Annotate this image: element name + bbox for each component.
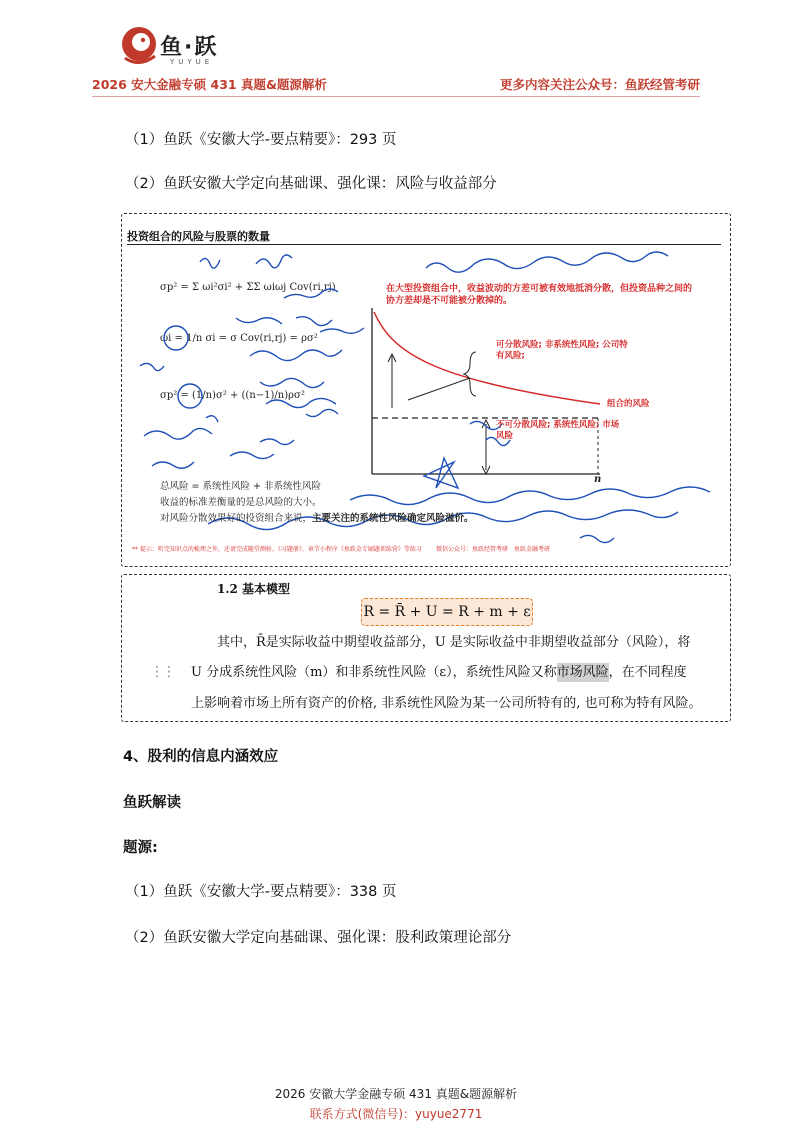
slide-title: 投资组合的风险与股票的数量 xyxy=(127,230,270,243)
header-title-left: 2026 安大金融专硕 431 真题&题源解析 xyxy=(92,77,327,92)
section-4-title: 4、股利的信息内涵效应 xyxy=(123,749,279,765)
source-item-2: （2）鱼跃安徽大学定向基础课、强化课：风险与收益部分 xyxy=(125,176,497,192)
label-diversifiable-risk: 可分散风险; 非系统性风险; 公司特有风险; xyxy=(496,340,628,362)
model-line-1: 其中，R̄是实际收益中期望收益部分，U 是实际收益中非期望收益部分（风险），将 xyxy=(217,635,691,650)
footer-title: 2026 安徽大学金融专硕 431 真题&题源解析 xyxy=(274,1087,518,1101)
slide-footnote-left: ** 提示：听完知识点的梳理之外，还请完成随堂测验、《习题册》、章节小程序《鱼跃金专刷题训练营》等练习 xyxy=(132,546,422,553)
formula-simplified-variance: σp² = (1/n)σ² + ((n−1)/n)ρσ² xyxy=(160,390,305,401)
footer-contact: 联系方式(微信号)：yuyue2771 xyxy=(309,1107,483,1121)
slide-summary-3-bold: 主要关注的系统性风险确定风险溢价。 xyxy=(312,513,474,524)
section-4-source-2: （2）鱼跃安徽大学定向基础课、强化课：股利政策理论部分 xyxy=(125,930,512,946)
slide-footnote-right: 微信公众号：鱼跃经管考研 鱼跃金融考研 xyxy=(436,546,551,553)
brace-diversifiable xyxy=(464,352,476,396)
logo-text: 鱼·跃 xyxy=(160,35,219,60)
header-title-right: 更多内容关注公众号：鱼跃经管考研 xyxy=(499,77,700,92)
chart-axis-label-n: n xyxy=(594,474,602,485)
label-nondiversifiable-risk: 不可分散风险; 系统性风险; 市场风险 xyxy=(496,420,620,442)
slide-summary-3: 对风险分散效果好的投资组合来说，主要关注的系统性风险确定风险溢价。 xyxy=(160,513,474,524)
label-portfolio-risk: 组合的风险 xyxy=(607,399,650,409)
model-section-title: 1.2 基本模型 xyxy=(217,582,291,596)
model-equation: R = R̄ + U = R + m + ε xyxy=(361,598,533,626)
highlight-market-risk: 市场风险 xyxy=(556,665,609,680)
section-4-subtitle: 鱼跃解读 xyxy=(123,795,181,811)
formula-portfolio-variance: σp² = Σ ωi²σi² + ΣΣ ωiωj Cov(ri,rj) xyxy=(160,282,336,293)
formula-equal-weights: ωi = 1/n σi = σ Cov(ri,rj) = ρσ² xyxy=(160,333,318,344)
slide-red-note: 在大型投资组合中，收益波动的方差可被有效地抵消分散，但投资品种之间的协方差却是不可能被分散掉的。 xyxy=(386,284,693,306)
logo-subtext: YUYUE xyxy=(170,58,214,66)
section-4-source-label: 题源: xyxy=(123,840,158,856)
section-4-source-1: （1）鱼跃《安徽大学-要点精要》：338 页 xyxy=(125,884,397,900)
model-line-3: 上影响着市场上所有资产的价格, 非系统性风险为某一公司所特有的, 也可称为特有风险。 xyxy=(191,696,702,711)
slide-summary-1: 总风险 = 系统性风险 + 非系统性风险 xyxy=(160,481,321,492)
arrow-mid xyxy=(408,378,470,400)
model-line-2: U 分成系统性风险（m）和非系统性风险（ε），系统性风险又称市场风险，在不同程度 xyxy=(191,665,687,680)
drag-handle-icon[interactable]: ⋮⋮ xyxy=(150,664,174,680)
source-item-1: （1）鱼跃《安徽大学-要点精要》：293 页 xyxy=(125,132,397,148)
slide-summary-2: 收益的标准差衡量的是总风险的大小。 xyxy=(160,497,322,508)
